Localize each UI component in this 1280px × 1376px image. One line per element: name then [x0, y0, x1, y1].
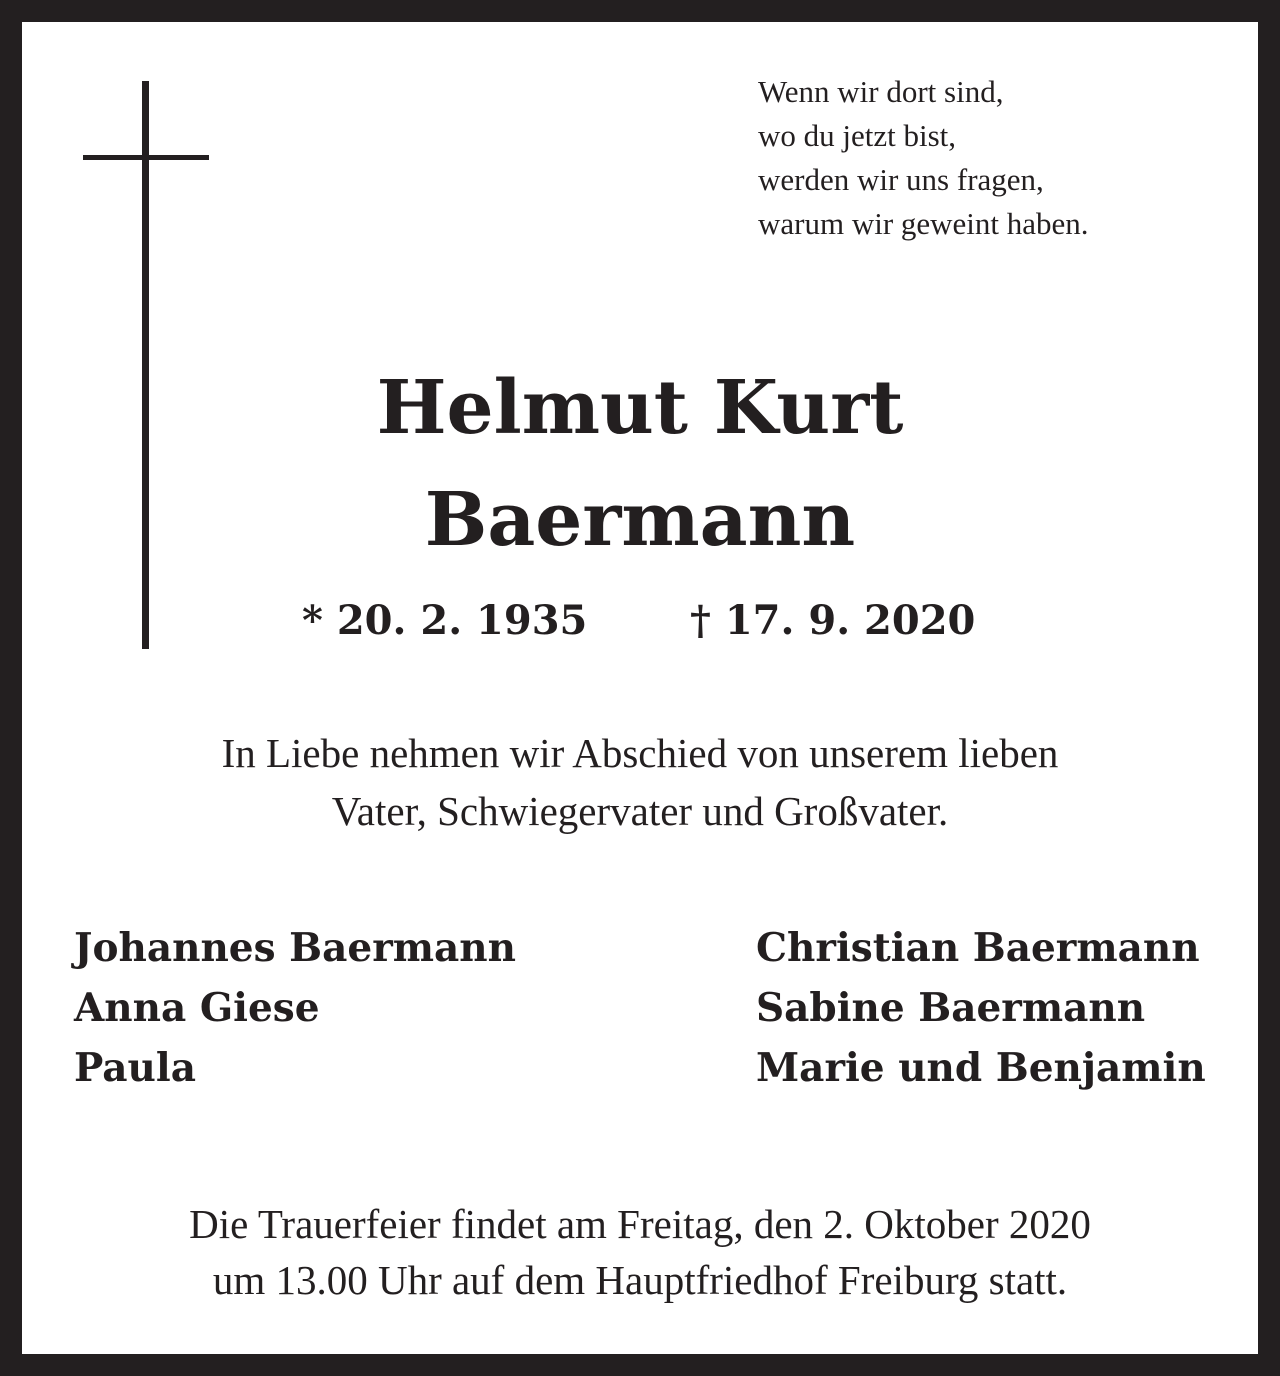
obituary-notice [22, 22, 1258, 1354]
farewell-text [22, 724, 1258, 840]
service-line: um 13.00 Uhr auf dem Hauptfriedhof Freiburg statt. [212, 1257, 1068, 1303]
service-line: Die Trauerfeier findet am Freitag, den 2. Oktober 2020 [189, 1201, 1091, 1247]
motto-verse [758, 70, 1089, 246]
mourner-name: Anna Giese [74, 985, 320, 1031]
mourner-name: Paula [74, 1045, 196, 1091]
motto-line: Wenn wir dort sind, [758, 74, 1004, 109]
farewell-line: Vater, Schwiegervater und Großvater. [331, 788, 949, 834]
birth-date: * 20. 2. 1935 [302, 597, 588, 644]
mourners-right-column [756, 918, 1206, 1098]
mourner-name: Christian Baermann [756, 925, 1200, 971]
motto-line: wo du jetzt bist, [758, 118, 957, 153]
deceased-name [22, 352, 1258, 576]
funeral-service-info [22, 1196, 1258, 1308]
death-date: † 17. 9. 2020 [690, 597, 976, 644]
deceased-first-names: Helmut Kurt [376, 365, 904, 451]
motto-line: warum wir geweint haben. [758, 206, 1089, 241]
mourners-left-column [74, 918, 516, 1098]
farewell-line: In Liebe nehmen wir Abschied von unserem lieben [221, 730, 1059, 776]
mourner-name: Johannes Baermann [74, 925, 516, 971]
deceased-surname: Baermann [424, 477, 856, 563]
cross-horizontal-bar [83, 155, 209, 160]
mourner-name: Marie und Benjamin [756, 1045, 1206, 1091]
mourner-name: Sabine Baermann [756, 985, 1146, 1031]
motto-line: werden wir uns fragen, [758, 162, 1044, 197]
